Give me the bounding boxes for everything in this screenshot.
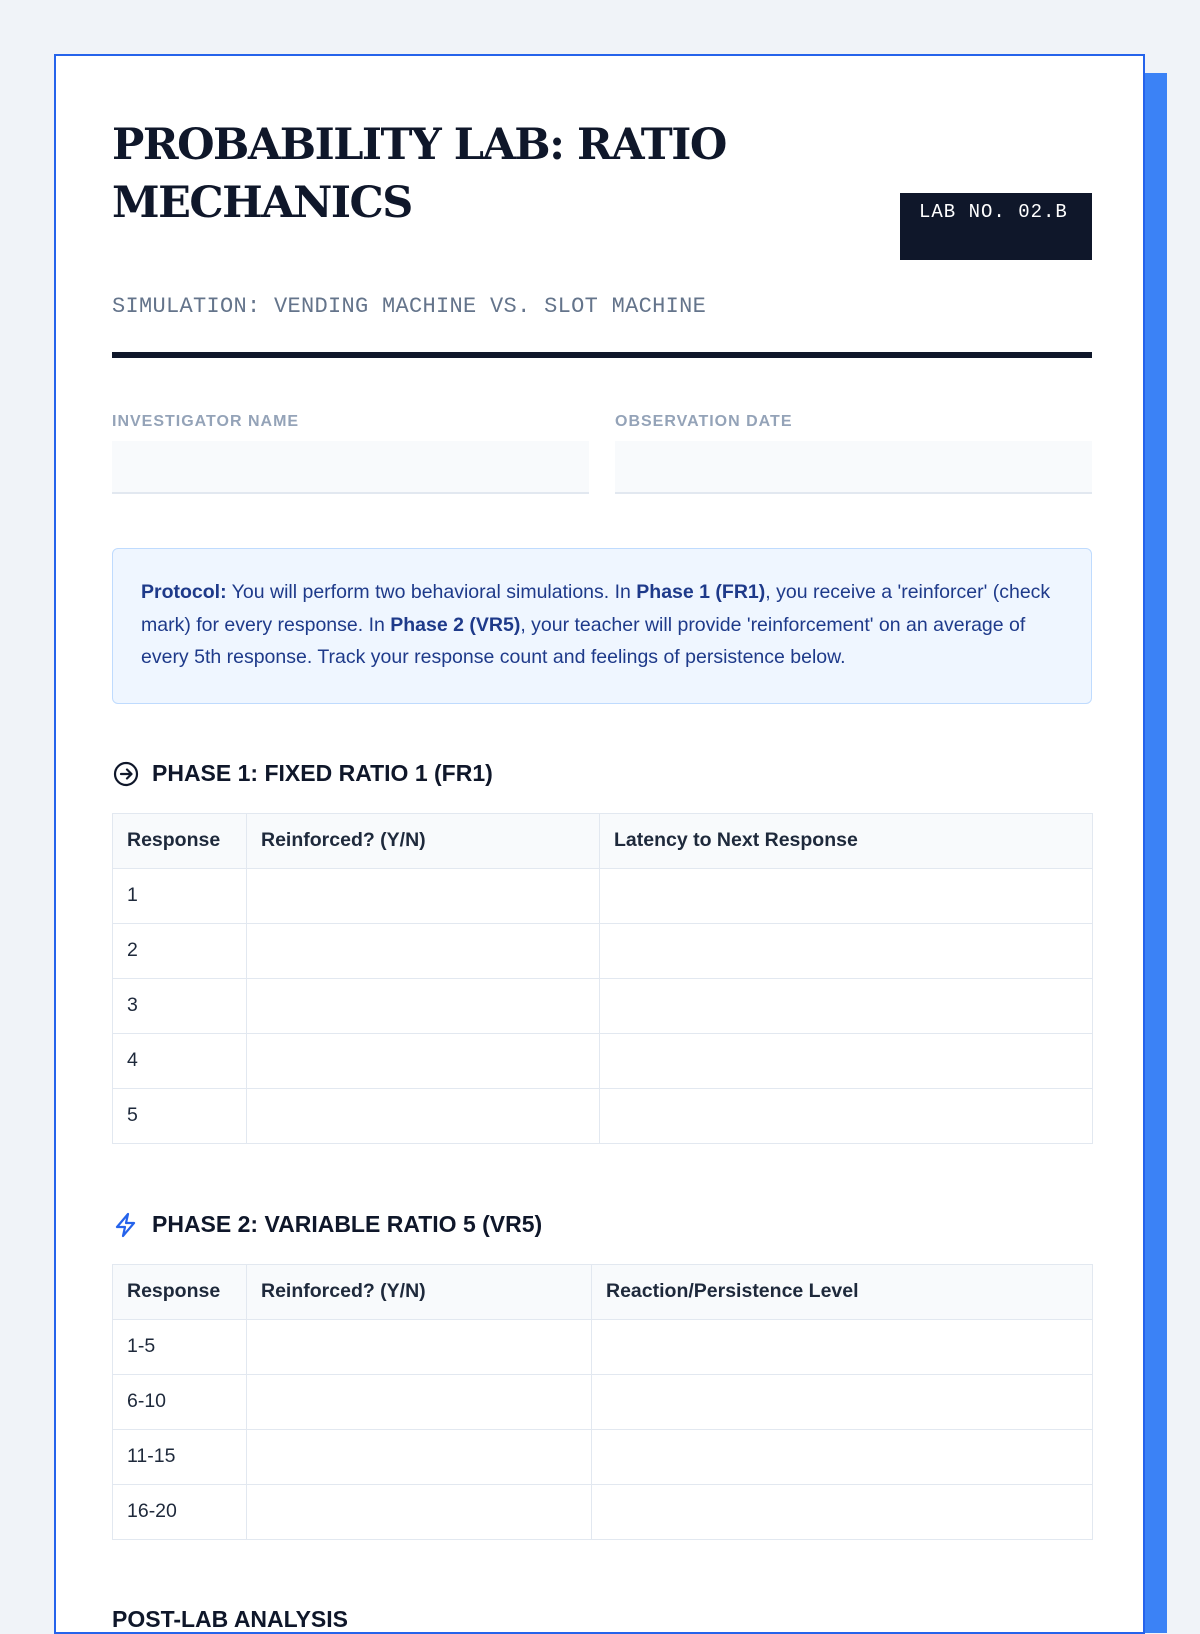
protocol-text-3: , your teacher will provide 'reinforcement' on an average of every 5th response. Track your response count and feelings of persistence below. — [141, 613, 1026, 668]
reaction-cell[interactable] — [592, 1429, 1093, 1484]
latency-cell[interactable] — [600, 1088, 1093, 1143]
column-header-response: Response — [113, 1264, 247, 1319]
table-row — [113, 1319, 1093, 1374]
investigator-name-label: INVESTIGATOR NAME — [112, 413, 300, 430]
reinforced-cell[interactable] — [247, 923, 600, 978]
column-header-reaction: Reaction/Persistence Level — [592, 1264, 1093, 1319]
response-cell: 1-5 — [113, 1319, 247, 1374]
arrow-right-circle-icon — [112, 760, 140, 788]
table-row — [113, 1088, 1093, 1143]
table-row — [113, 868, 1093, 923]
table-row — [113, 1374, 1093, 1429]
table-row — [113, 978, 1093, 1033]
protocol-lead: Protocol: — [141, 581, 227, 603]
table-row — [113, 923, 1093, 978]
column-header-latency: Latency to Next Response — [600, 813, 1093, 868]
phase1-title: PHASE 1: FIXED RATIO 1 (FR1) — [152, 760, 493, 786]
latency-cell[interactable] — [600, 978, 1093, 1033]
column-header-response: Response — [113, 813, 247, 868]
reinforced-cell[interactable] — [247, 1374, 592, 1429]
response-cell: 5 — [113, 1088, 247, 1143]
response-cell: 1 — [113, 868, 247, 923]
table-header-row — [113, 1264, 1093, 1319]
reinforced-cell[interactable] — [247, 1033, 600, 1088]
reinforced-cell[interactable] — [247, 1088, 600, 1143]
info-fields — [112, 413, 1092, 494]
table-header-row — [113, 813, 1093, 868]
phase2-title: PHASE 2: VARIABLE RATIO 5 (VR5) — [152, 1211, 543, 1237]
reinforced-cell[interactable] — [247, 1484, 592, 1539]
protocol-text-2: , you receive a 'reinforcer' (check mark) for every response. In — [141, 581, 1051, 636]
worksheet-header — [112, 116, 1092, 358]
post-lab-heading: POST-LAB ANALYSIS — [112, 1605, 348, 1632]
protocol-box — [112, 548, 1092, 704]
latency-cell[interactable] — [600, 1033, 1093, 1088]
response-cell: 3 — [113, 978, 247, 1033]
reaction-cell[interactable] — [592, 1319, 1093, 1374]
table-row — [113, 1484, 1093, 1539]
date-field-group — [615, 413, 1092, 494]
response-cell: 6-10 — [113, 1374, 247, 1429]
phase1-heading — [112, 754, 1092, 794]
column-header-reinforced: Reinforced? (Y/N) — [247, 1264, 592, 1319]
worksheet-content — [112, 116, 1092, 1633]
phase2-heading — [112, 1205, 1092, 1245]
observation-date-label: OBSERVATION DATE — [615, 413, 793, 430]
column-header-reinforced: Reinforced? (Y/N) — [247, 813, 600, 868]
response-cell: 16-20 — [113, 1484, 247, 1539]
response-cell: 2 — [113, 923, 247, 978]
reinforced-cell[interactable] — [247, 868, 600, 923]
response-cell: 11-15 — [113, 1429, 247, 1484]
table-row — [113, 1429, 1093, 1484]
worksheet — [54, 54, 1145, 1634]
latency-cell[interactable] — [600, 868, 1093, 923]
protocol-phase2: Phase 2 (VR5) — [390, 613, 521, 636]
protocol-text-1: You will perform two behavioral simulations. In — [226, 581, 637, 603]
reinforced-cell[interactable] — [247, 978, 600, 1033]
header-divider — [112, 352, 1092, 358]
lab-number-badge: LAB NO. 02.B — [900, 193, 1092, 260]
phase1-table — [112, 813, 1093, 1144]
reaction-cell[interactable] — [592, 1484, 1093, 1539]
page-subtitle: SIMULATION: VENDING MACHINE VS. SLOT MACHINE — [112, 294, 707, 319]
reinforced-cell[interactable] — [247, 1429, 592, 1484]
reinforced-cell[interactable] — [247, 1319, 592, 1374]
protocol-phase1: Phase 1 (FR1) — [636, 581, 766, 603]
reaction-cell[interactable] — [592, 1374, 1093, 1429]
lightning-bolt-icon — [112, 1211, 140, 1239]
phase2-table — [112, 1264, 1093, 1540]
investigator-name-input[interactable] — [112, 441, 589, 494]
observation-date-input[interactable] — [615, 441, 1092, 494]
table-row — [113, 1033, 1093, 1088]
page-title: PROBABILITY LAB: RATIO MECHANICS — [112, 120, 726, 228]
investigator-field-group — [112, 413, 589, 494]
response-cell: 4 — [113, 1033, 247, 1088]
latency-cell[interactable] — [600, 923, 1093, 978]
